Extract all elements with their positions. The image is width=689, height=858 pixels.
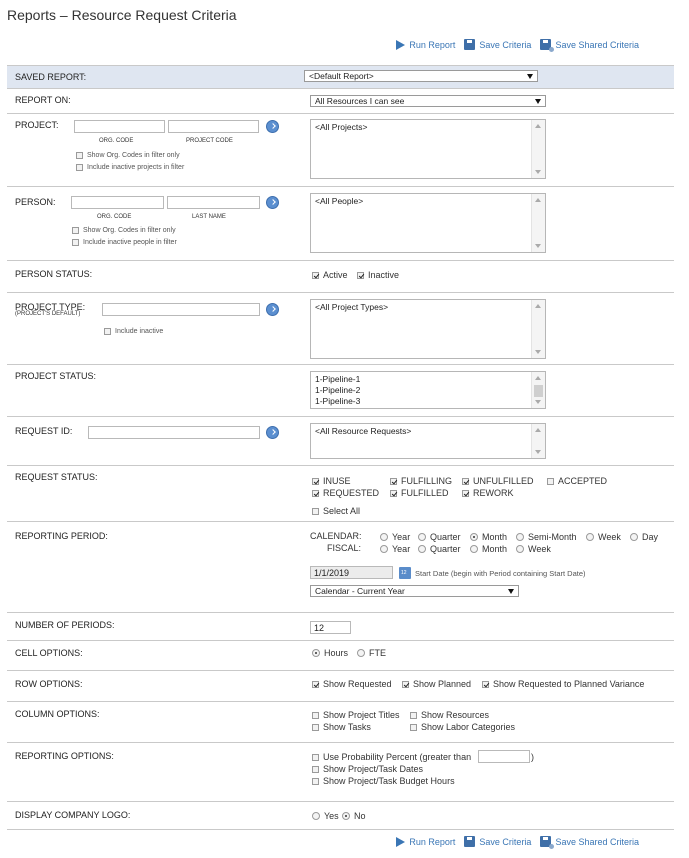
list-item[interactable]: <All Projects>: [315, 122, 368, 132]
calendar-quarter-radio[interactable]: [418, 532, 461, 542]
probability-close-paren: ): [531, 752, 534, 762]
run-report-label: Run Report: [409, 836, 456, 847]
row-request-id: [7, 417, 674, 466]
list-item[interactable]: 1-Pipeline-1: [315, 374, 361, 384]
row-reporting-options: [7, 743, 674, 802]
show-project-titles-label: Show Project Titles: [323, 710, 400, 720]
radio-circle: [470, 545, 478, 553]
scroll-down-icon: [535, 450, 541, 454]
status-fulfilled-label: FULFILLED: [401, 488, 449, 498]
number-of-periods-label: NUMBER OF PERIODS:: [15, 620, 115, 630]
person-label: PERSON:: [15, 197, 56, 207]
list-item[interactable]: <All Resource Requests>: [315, 426, 412, 436]
save-criteria-button-bottom[interactable]: [464, 836, 531, 847]
show-planned-label: Show Planned: [413, 679, 472, 689]
row-number-of-periods: [7, 613, 674, 641]
calendar-icon[interactable]: [399, 567, 411, 579]
saved-report-label: SAVED REPORT:: [15, 72, 87, 82]
row-project-type: [7, 293, 674, 365]
calendar-label: CALENDAR:: [310, 531, 362, 541]
scroll-up-icon: [535, 198, 541, 202]
show-requested-label: Show Requested: [323, 679, 392, 689]
person-show-org-codes-label: Show Org. Codes in filter only: [83, 227, 176, 234]
request-id-input[interactable]: [88, 426, 260, 439]
chevron-down-icon: [527, 74, 533, 79]
radio-circle: [516, 533, 524, 541]
logo-yes-radio[interactable]: [312, 811, 339, 821]
status-inuse-label: INUSE: [323, 476, 351, 486]
scrollbar[interactable]: [531, 372, 545, 408]
request-status-label: REQUEST STATUS:: [15, 472, 98, 482]
save-shared-criteria-button-bottom[interactable]: [540, 836, 639, 847]
fiscal-year-label: Year: [392, 544, 411, 554]
status-select-all-checkbox[interactable]: [312, 506, 360, 516]
run-report-button-bottom[interactable]: [396, 836, 455, 847]
project-type-sublabel: (PROJECT'S DEFAULT): [15, 311, 81, 317]
checkbox-box: [312, 766, 319, 773]
cell-hours-radio[interactable]: [312, 648, 348, 658]
checkbox-box: [390, 478, 397, 485]
radio-circle: [630, 533, 638, 541]
calendar-semi-month-label: Semi-Month: [528, 532, 577, 542]
show-tasks-checkbox[interactable]: [312, 722, 371, 732]
checkbox-box: [312, 508, 319, 515]
logo-yes-label: Yes: [324, 811, 339, 821]
show-variance-label: Show Requested to Planned Variance: [493, 679, 645, 689]
report-on-value: All Resources I can see: [315, 96, 405, 106]
status-accepted-label: ACCEPTED: [558, 476, 608, 486]
scrollbar[interactable]: [531, 300, 545, 358]
report-on-label: REPORT ON:: [15, 95, 71, 105]
scroll-up-icon: [535, 304, 541, 308]
person-show-org-codes-checkbox[interactable]: [72, 227, 176, 234]
radio-circle: [342, 812, 350, 820]
save-shared-icon: [540, 39, 551, 50]
project-type-list[interactable]: [310, 299, 546, 359]
show-budget-hours-label: Show Project/Task Budget Hours: [323, 776, 455, 786]
checkbox-box: [462, 478, 469, 485]
checkbox-box: [312, 778, 319, 785]
play-icon: [396, 837, 405, 847]
checkbox-box: [312, 754, 319, 761]
list-item[interactable]: 1-Pipeline-2: [315, 385, 361, 395]
calendar-year-radio[interactable]: [380, 532, 410, 542]
status-accepted-checkbox[interactable]: [547, 476, 607, 486]
scrollbar[interactable]: [531, 120, 545, 178]
checkbox-box: [547, 478, 554, 485]
row-reporting-period: [7, 522, 674, 613]
show-project-task-dates-checkbox[interactable]: [312, 764, 423, 774]
row-options-label: ROW OPTIONS:: [15, 679, 83, 689]
status-requested-checkbox[interactable]: [312, 488, 379, 498]
radio-circle: [380, 533, 388, 541]
scroll-up-icon: [535, 124, 541, 128]
radio-circle: [312, 649, 320, 657]
saved-report-value: <Default Report>: [309, 71, 374, 81]
checkbox-box: [76, 152, 83, 159]
reporting-period-label: REPORTING PERIOD:: [15, 531, 108, 541]
logo-no-radio[interactable]: [342, 811, 366, 821]
status-inuse-checkbox[interactable]: [312, 476, 351, 486]
project-type-include-inactive-checkbox[interactable]: [104, 328, 163, 335]
show-project-titles-checkbox[interactable]: [312, 710, 400, 720]
status-fulfilling-label: FULFILLING: [401, 476, 453, 486]
person-search-go-icon[interactable]: [266, 196, 279, 209]
radio-circle: [312, 812, 320, 820]
status-requested-label: REQUESTED: [323, 488, 380, 498]
request-id-label: REQUEST ID:: [15, 426, 73, 436]
project-show-org-codes-checkbox[interactable]: [76, 152, 180, 159]
calendar-month-radio[interactable]: [470, 532, 507, 542]
fiscal-month-label: Month: [482, 544, 508, 554]
radio-circle: [418, 533, 426, 541]
person-list[interactable]: [310, 193, 546, 253]
page-title: Reports – Resource Request Criteria: [7, 7, 237, 23]
row-saved-report: [7, 66, 674, 89]
project-org-code-caption: ORG. CODE: [99, 138, 134, 144]
person-org-code-input[interactable]: [71, 196, 164, 209]
calendar-quarter-label: Quarter: [430, 532, 461, 542]
person-org-code-caption: ORG. CODE: [97, 214, 132, 220]
chevron-down-icon: [508, 589, 514, 594]
show-variance-checkbox[interactable]: [482, 679, 644, 689]
list-item[interactable]: 1-Pipeline-3: [315, 396, 361, 406]
run-report-label: Run Report: [409, 39, 456, 50]
checkbox-box: [312, 724, 319, 731]
checkbox-box: [482, 681, 489, 688]
project-type-input[interactable]: [102, 303, 260, 316]
fiscal-week-label: Week: [528, 544, 551, 554]
project-type-include-inactive-label: Include inactive: [115, 328, 164, 335]
show-planned-checkbox[interactable]: [402, 679, 471, 689]
checkbox-box: [76, 164, 83, 171]
row-person-status: [7, 261, 674, 293]
person-last-name-input[interactable]: [167, 196, 260, 209]
fiscal-label: FISCAL:: [327, 543, 362, 553]
row-display-logo: [7, 802, 674, 830]
save-criteria-label: Save Criteria: [479, 836, 532, 847]
row-row-options: [7, 671, 674, 702]
period-range-select[interactable]: [310, 585, 519, 597]
person-status-inactive-checkbox[interactable]: [357, 270, 399, 280]
project-search-go-icon[interactable]: [266, 120, 279, 133]
checkbox-box: [410, 712, 417, 719]
person-status-active-label: Active: [323, 270, 348, 280]
save-criteria-button[interactable]: [464, 39, 531, 50]
calendar-week-label: Week: [598, 532, 621, 542]
project-code-input[interactable]: [168, 120, 259, 133]
save-shared-criteria-button[interactable]: [540, 39, 639, 50]
row-person: [7, 187, 674, 261]
row-column-options: [7, 702, 674, 743]
criteria-form: [7, 65, 674, 830]
fiscal-quarter-label: Quarter: [430, 544, 461, 554]
project-include-inactive-label: Include inactive projects in filter: [87, 164, 185, 171]
list-item[interactable]: <All People>: [315, 196, 364, 206]
project-show-org-codes-label: Show Org. Codes in filter only: [87, 152, 180, 159]
play-icon: [396, 40, 405, 50]
request-id-go-icon[interactable]: [266, 426, 279, 439]
radio-circle: [586, 533, 594, 541]
scroll-down-icon: [535, 244, 541, 248]
row-cell-options: [7, 641, 674, 671]
show-resources-label: Show Resources: [421, 710, 490, 720]
checkbox-box: [357, 272, 364, 279]
person-status-label: PERSON STATUS:: [15, 269, 93, 279]
scroll-up-icon: [535, 376, 541, 380]
fiscal-week-radio[interactable]: [516, 544, 551, 554]
report-on-select[interactable]: [310, 95, 546, 107]
row-report-on: [7, 89, 674, 114]
scroll-down-icon: [535, 350, 541, 354]
checkbox-box: [104, 328, 111, 335]
project-include-inactive-checkbox[interactable]: [76, 164, 184, 171]
cell-options-label: CELL OPTIONS:: [15, 648, 83, 658]
run-report-button[interactable]: [396, 39, 455, 50]
show-budget-hours-checkbox[interactable]: [312, 776, 455, 786]
save-shared-icon: [540, 836, 551, 847]
scroll-thumb[interactable]: [534, 385, 543, 397]
scroll-down-icon: [535, 170, 541, 174]
radio-circle: [516, 545, 524, 553]
fiscal-quarter-radio[interactable]: [418, 544, 461, 554]
radio-circle: [418, 545, 426, 553]
cell-fte-radio[interactable]: [357, 648, 386, 658]
person-include-inactive-checkbox[interactable]: [72, 239, 177, 246]
display-logo-label: DISPLAY COMPANY LOGO:: [15, 810, 131, 820]
person-include-inactive-label: Include inactive people in filter: [83, 239, 177, 246]
radio-circle: [380, 545, 388, 553]
cell-hours-label: Hours: [324, 648, 349, 658]
project-code-caption: PROJECT CODE: [186, 138, 233, 144]
chevron-down-icon: [535, 99, 541, 104]
status-unfulfilled-checkbox[interactable]: [462, 476, 534, 486]
use-probability-label: Use Probability Percent (greater than: [323, 752, 472, 762]
show-labor-categories-label: Show Labor Categories: [421, 722, 516, 732]
show-resources-checkbox[interactable]: [410, 710, 489, 720]
project-type-go-icon[interactable]: [266, 303, 279, 316]
checkbox-box: [410, 724, 417, 731]
request-id-list[interactable]: [310, 423, 546, 459]
person-status-inactive-label: Inactive: [368, 270, 400, 280]
checkbox-box: [390, 490, 397, 497]
scrollbar[interactable]: [531, 424, 545, 458]
saved-report-select[interactable]: [304, 70, 538, 82]
number-of-periods-input[interactable]: 12: [310, 621, 351, 634]
scrollbar[interactable]: [531, 194, 545, 252]
save-icon: [464, 836, 475, 847]
project-status-label: PROJECT STATUS:: [15, 371, 97, 381]
status-rework-checkbox[interactable]: [462, 488, 514, 498]
cell-fte-label: FTE: [369, 648, 386, 658]
checkbox-box: [312, 272, 319, 279]
period-range-value: Calendar - Current Year: [315, 586, 405, 596]
column-options-label: COLUMN OPTIONS:: [15, 709, 100, 719]
list-item[interactable]: <All Project Types>: [315, 302, 389, 312]
show-requested-checkbox[interactable]: [312, 679, 392, 689]
row-request-status: [7, 466, 674, 522]
fiscal-month-radio[interactable]: [470, 544, 507, 554]
project-label: PROJECT:: [15, 120, 59, 130]
scroll-down-icon: [535, 400, 541, 404]
checkbox-box: [312, 681, 319, 688]
calendar-day-label: Day: [642, 532, 659, 542]
project-list[interactable]: [310, 119, 546, 179]
project-org-code-input[interactable]: [74, 120, 165, 133]
save-icon: [464, 39, 475, 50]
checkbox-box: [312, 490, 319, 497]
show-tasks-label: Show Tasks: [323, 722, 371, 732]
checkbox-box: [72, 239, 79, 246]
checkbox-box: [462, 490, 469, 497]
save-shared-criteria-label: Save Shared Criteria: [555, 836, 639, 847]
calendar-year-label: Year: [392, 532, 411, 542]
calendar-semi-month-radio[interactable]: [516, 532, 577, 542]
status-unfulfilled-label: UNFULFILLED: [473, 476, 534, 486]
calendar-day-radio[interactable]: [630, 532, 658, 542]
person-last-name-caption: LAST NAME: [192, 214, 226, 220]
reporting-options-label: REPORTING OPTIONS:: [15, 751, 114, 761]
save-criteria-label: Save Criteria: [479, 39, 532, 50]
calendar-month-label: Month: [482, 532, 508, 542]
checkbox-box: [312, 712, 319, 719]
checkbox-box: [72, 227, 79, 234]
scroll-up-icon: [535, 428, 541, 432]
start-date-input[interactable]: 1/1/2019: [310, 566, 393, 579]
top-actions: [396, 39, 639, 50]
row-project-status: [7, 365, 674, 417]
radio-circle: [470, 533, 478, 541]
status-rework-label: REWORK: [473, 488, 514, 498]
logo-no-label: No: [354, 811, 366, 821]
show-project-task-dates-label: Show Project/Task Dates: [323, 764, 424, 774]
radio-circle: [357, 649, 365, 657]
bottom-actions: [396, 836, 639, 847]
status-fulfilling-checkbox[interactable]: [390, 476, 452, 486]
row-project: [7, 114, 674, 187]
person-status-active-checkbox[interactable]: [312, 270, 348, 280]
calendar-week-radio[interactable]: [586, 532, 621, 542]
start-date-hint: Start Date (begin with Period containing Start Date): [415, 569, 586, 578]
checkbox-box: [402, 681, 409, 688]
save-shared-criteria-label: Save Shared Criteria: [555, 39, 639, 50]
project-type-label: PROJECT TYPE:: [15, 302, 86, 312]
fiscal-year-radio[interactable]: [380, 544, 410, 554]
use-probability-checkbox[interactable]: [312, 752, 471, 762]
probability-input[interactable]: [478, 750, 530, 763]
status-fulfilled-checkbox[interactable]: [390, 488, 449, 498]
checkbox-box: [312, 478, 319, 485]
project-status-list[interactable]: [310, 371, 546, 409]
status-select-all-label: Select All: [323, 506, 361, 516]
show-labor-categories-checkbox[interactable]: [410, 722, 515, 732]
